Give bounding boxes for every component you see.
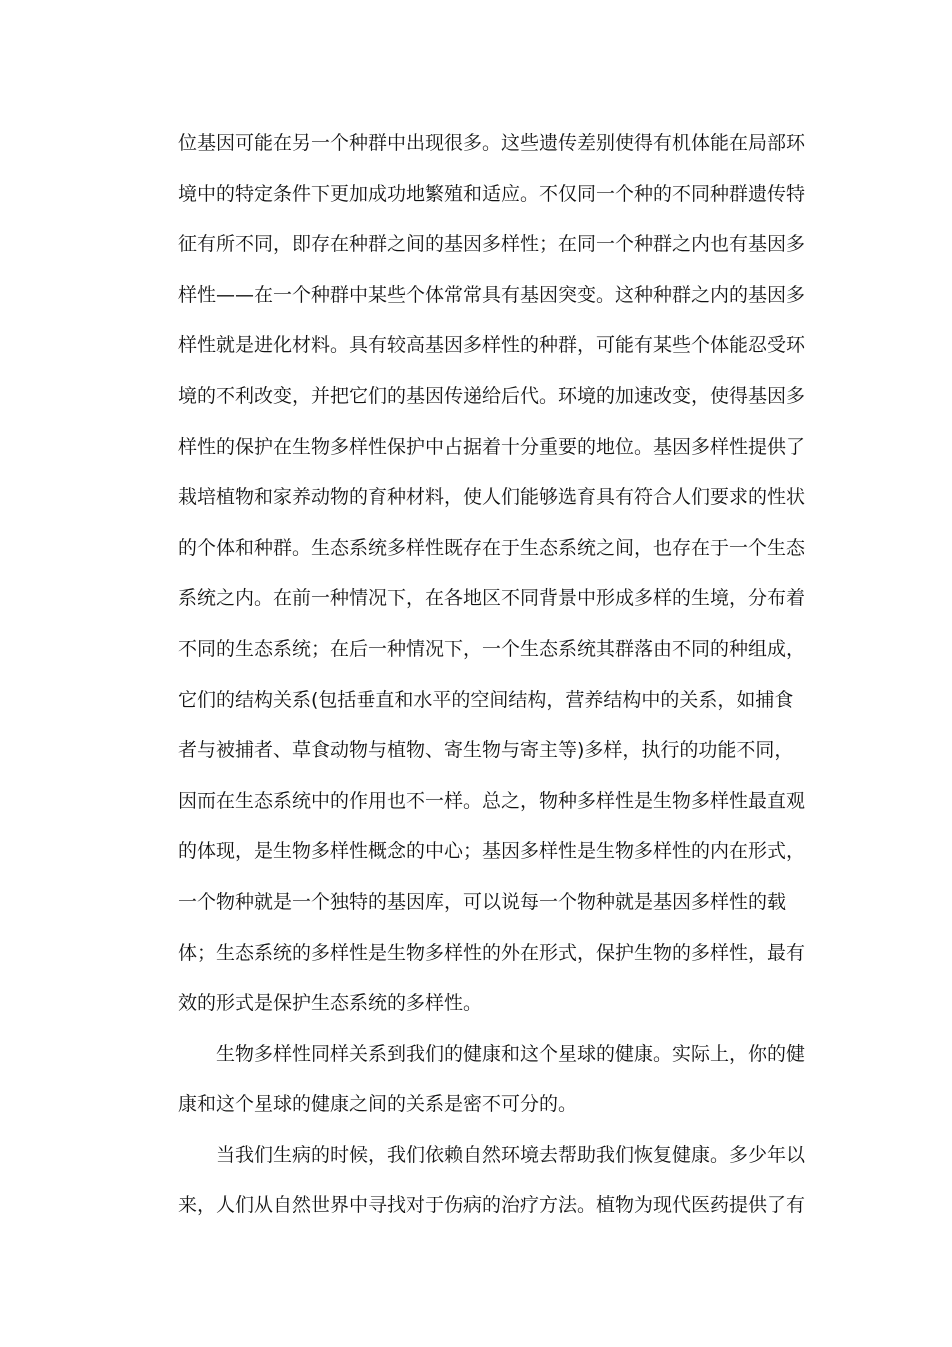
- text-line: 栽培植物和家养动物的育种材料，使人们能够选育具有符合人们要求的性状: [178, 486, 806, 509]
- text-line: 者与被捕者、草食动物与植物、寄生物与寄主等)多样，执行的功能不同，: [178, 739, 794, 762]
- text-line: 系统之内。在前一种情况下，在各地区不同背景中形成多样的生境，分布着: [178, 587, 806, 610]
- text-line: 位基因可能在另一个种群中出现很多。这些遗传差别使得有机体能在局部环: [178, 132, 806, 154]
- text-line: 康和这个星球的健康之间的关系是密不可分的。: [178, 1093, 578, 1116]
- text-line: 的体现，是生物多样性概念的中心；基因多样性是生物多样性的内在形式，: [178, 840, 806, 863]
- text-line: 样性就是进化材料。具有较高基因多样性的种群，可能有某些个体能忍受环: [178, 334, 806, 357]
- text-line: 样性的保护在生物多样性保护中占据着十分重要的地位。基因多样性提供了: [178, 435, 806, 458]
- text-line: 一个物种就是一个独特的基因库，可以说每一个物种就是基因多样性的载: [178, 890, 787, 913]
- text-line: 体；生态系统的多样性是生物多样性的外在形式，保护生物的多样性，最有: [178, 941, 806, 964]
- text-line: 效的形式是保护生态系统的多样性。: [178, 992, 483, 1015]
- text-line: 征有所不同，即存在种群之间的基因多样性；在同一个种群之内也有基因多: [178, 233, 806, 256]
- text-line: 因而在生态系统中的作用也不一样。总之，物种多样性是生物多样性最直观: [178, 789, 806, 812]
- text-line: 样性——在一个种群中某些个体常常具有基因突变。这种种群之内的基因多: [178, 283, 806, 306]
- body-text: [178, 118, 818, 1231]
- text-line: 境中的特定条件下更加成功地繁殖和适应。不仅同一个种的不同种群遗传特: [178, 182, 806, 205]
- paragraph-start-line: 当我们生病的时候，我们依赖自然环境去帮助我们恢复健康。多少年以: [216, 1143, 806, 1166]
- text-line: 不同的生态系统；在后一种情况下，一个生态系统其群落由不同的种组成，: [178, 637, 806, 660]
- paragraph-start-line: 生物多样性同样关系到我们的健康和这个星球的健康。实际上，你的健: [216, 1042, 806, 1065]
- text-line: 它们的结构关系(包括垂直和水平的空间结构，营养结构中的关系，如捕食: [178, 688, 794, 711]
- text-line: 来，人们从自然世界中寻找对于伤病的治疗方法。植物为现代医药提供了有: [178, 1194, 806, 1217]
- text-line: 境的不利改变，并把它们的基因传递给后代。环境的加速改变，使得基因多: [178, 384, 806, 407]
- text-line: 的个体和种群。生态系统多样性既存在于生态系统之间，也存在于一个生态: [178, 536, 806, 559]
